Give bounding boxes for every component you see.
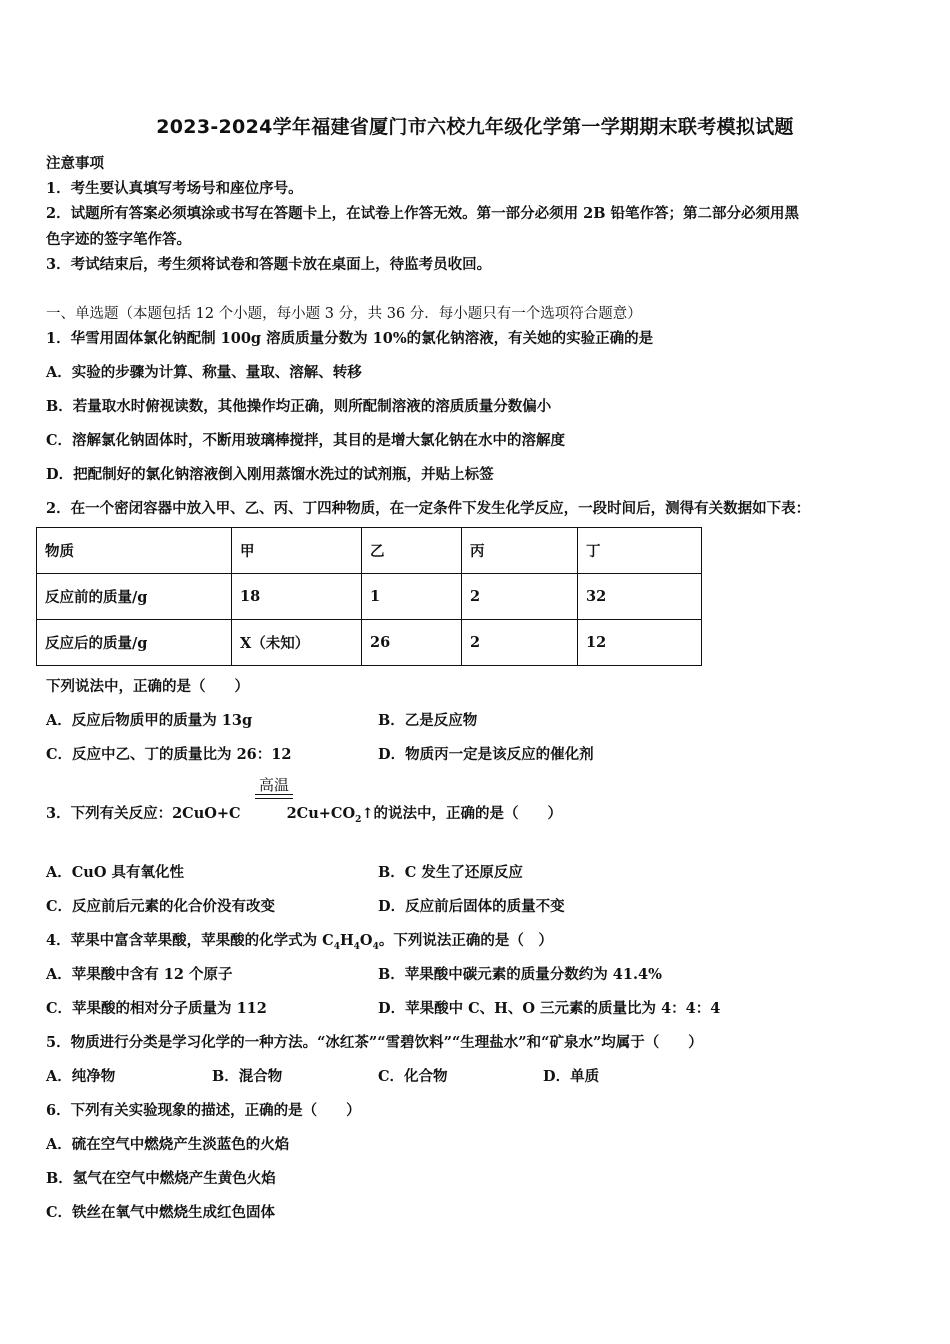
table-cell: 32 bbox=[578, 574, 702, 620]
table-header-cell: 物质 bbox=[37, 528, 232, 574]
table-header-cell: 丙 bbox=[462, 528, 578, 574]
q4-sub-o: 4 bbox=[372, 941, 379, 952]
notice-item: 3．考试结束后，考生须将试卷和答题卡放在桌面上，待监考员收回。 bbox=[46, 256, 492, 273]
table-cell: 2 bbox=[462, 620, 578, 666]
q4-option-c: C．苹果酸的相对分子质量为 112 bbox=[46, 1000, 267, 1017]
q4-stem-pre: 4．苹果中富含苹果酸，苹果酸的化学式为 C bbox=[46, 932, 334, 949]
q4-option-b: B．苹果酸中碳元素的质量分数约为 41.4% bbox=[378, 966, 662, 983]
q2-option-b: B．乙是反应物 bbox=[378, 712, 478, 729]
table-header-cell: 乙 bbox=[362, 528, 462, 574]
section-heading: 一、单选题（本题包括 12 个小题，每小题 3 分，共 36 分．每小题只有一个选项符合题意） bbox=[46, 306, 642, 322]
question-3-stem bbox=[46, 802, 562, 825]
q1-option-d: D．把配制好的氯化钠溶液倒入刚用蒸馏水洗过的试剂瓶，并贴上标签 bbox=[46, 466, 494, 483]
q3-stem-post: ↑的说法中，正确的是（ ） bbox=[361, 805, 563, 822]
notice-heading: 注意事项 bbox=[46, 155, 104, 172]
q4-stem-post: 。下列说法正确的是（ ） bbox=[378, 932, 553, 949]
q3-subscript: 2 bbox=[355, 814, 362, 825]
question-5-stem: 5．物质进行分类是学习化学的一种方法。“冰红茶”“雪碧饮料”“生理盐水”和“矿泉水”均属于（ ） bbox=[46, 1034, 703, 1051]
q6-option-c: C．铁丝在氧气中燃烧生成红色固体 bbox=[46, 1204, 276, 1221]
reaction-arrow-line bbox=[255, 798, 293, 799]
q5-option-b: B．混合物 bbox=[212, 1068, 283, 1085]
q3-stem-pre: 3．下列有关反应：2CuO+C bbox=[46, 805, 241, 822]
table-header-cell: 甲 bbox=[232, 528, 362, 574]
question-2-prompt: 下列说法中，正确的是（ ） bbox=[46, 678, 249, 695]
question-2-stem: 2．在一个密闭容器中放入甲、乙、丙、丁四种物质，在一定条件下发生化学反应，一段时间后，测得有关数据如下表： bbox=[46, 500, 811, 517]
table-cell: X（未知） bbox=[232, 620, 362, 666]
q4-sub-h: 4 bbox=[353, 941, 360, 952]
q1-option-b: B．若量取水时俯视读数，其他操作均正确，则所配制溶液的溶质质量分数偏小 bbox=[46, 398, 552, 415]
table-cell: 反应后的质量/g bbox=[37, 620, 232, 666]
table-cell: 18 bbox=[232, 574, 362, 620]
table-cell: 1 bbox=[362, 574, 462, 620]
table-row bbox=[37, 620, 702, 666]
question-1-stem: 1．华雪用固体氯化钠配制 100g 溶质质量分数为 10%的氯化钠溶液，有关她的实验正确的是 bbox=[46, 330, 654, 347]
q4-o: O bbox=[359, 932, 373, 949]
question-6-stem: 6．下列有关实验现象的描述，正确的是（ ） bbox=[46, 1102, 361, 1119]
q5-option-c: C．化合物 bbox=[378, 1068, 448, 1085]
q2-option-d: D．物质丙一定是该反应的催化剂 bbox=[378, 746, 594, 763]
table-cell: 26 bbox=[362, 620, 462, 666]
q5-option-a: A．纯净物 bbox=[46, 1068, 116, 1085]
q3-option-c: C．反应前后元素的化合价没有改变 bbox=[46, 898, 276, 915]
reaction-condition: 高温 bbox=[255, 776, 293, 795]
q3-stem-mid: 2Cu+CO bbox=[286, 805, 356, 822]
q4-sub-c: 4 bbox=[333, 941, 340, 952]
table-cell: 12 bbox=[578, 620, 702, 666]
notice-item-continued: 色字迹的签字笔作答。 bbox=[46, 231, 191, 248]
q4-option-d: D．苹果酸中 C、H、O 三元素的质量比为 4：4：4 bbox=[378, 1000, 721, 1017]
q2-option-c: C．反应中乙、丁的质量比为 26：12 bbox=[46, 746, 292, 763]
q6-option-a: A．硫在空气中燃烧产生淡蓝色的火焰 bbox=[46, 1136, 290, 1153]
notice-item: 1．考生要认真填写考场号和座位序号。 bbox=[46, 180, 303, 197]
q3-option-a: A．CuO 具有氧化性 bbox=[46, 864, 185, 881]
q3-option-d: D．反应前后固体的质量不变 bbox=[378, 898, 565, 915]
q5-option-d: D．单质 bbox=[543, 1068, 600, 1085]
q1-option-a: A．实验的步骤为计算、称量、量取、溶解、转移 bbox=[46, 364, 362, 381]
page-title: 2023-2024学年福建省厦门市六校九年级化学第一学期期末联考模拟试题 bbox=[156, 116, 794, 138]
question-4-stem bbox=[46, 929, 553, 952]
table-header-cell: 丁 bbox=[578, 528, 702, 574]
q4-h: H bbox=[339, 932, 354, 949]
table-row bbox=[37, 574, 702, 620]
q1-option-c: C．溶解氯化钠固体时，不断用玻璃棒搅拌，其目的是增大氯化钠在水中的溶解度 bbox=[46, 432, 566, 449]
table-cell: 反应前的质量/g bbox=[37, 574, 232, 620]
table-cell: 2 bbox=[462, 574, 578, 620]
table-header-row bbox=[37, 528, 702, 574]
q2-option-a: A．反应后物质甲的质量为 13g bbox=[46, 712, 253, 729]
notice-item: 2．试题所有答案必须填涂或书写在答题卡上，在试卷上作答无效。第一部分必须用 2B 铅笔作答；第二部分必须用黑 bbox=[46, 205, 800, 222]
q3-option-b: B．C 发生了还原反应 bbox=[378, 864, 523, 881]
q6-option-b: B．氢气在空气中燃烧产生黄色火焰 bbox=[46, 1170, 276, 1187]
data-table bbox=[36, 527, 702, 666]
q4-option-a: A．苹果酸中含有 12 个原子 bbox=[46, 966, 233, 983]
